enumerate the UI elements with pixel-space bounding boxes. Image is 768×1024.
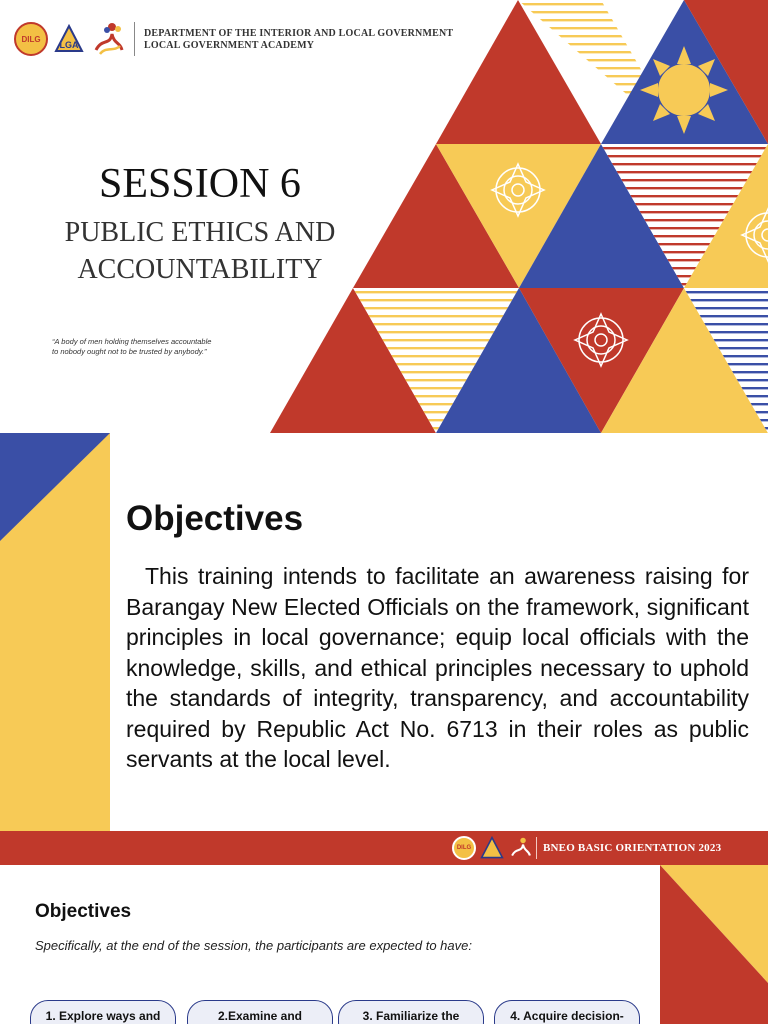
footer-logos <box>452 835 534 861</box>
quote-line-2: to nobody ought not to be trusted by anybody.” <box>52 347 207 356</box>
mascot-logo-icon <box>90 20 128 58</box>
sun-icon <box>640 46 728 134</box>
quote-line-1: “A body of men holding themselves accountable <box>52 337 212 346</box>
objective-pill-2: 2.Examine and <box>187 1000 333 1024</box>
dilg-seal-icon <box>14 22 48 56</box>
objectives-slide <box>0 433 768 831</box>
dilg-seal-text: DILG <box>21 34 41 44</box>
objectives-body-text: This training intends to facilitate an awareness raising for Barangay New Elected Officials on the framework, significant principles in local governance; equip local officials with the knowledge, skills, and ethical principles necessary to uphold the standards of integrity, transparency, and accountability required by Republic Act No. 6713 in their roles as public servants at the local level. <box>126 563 749 772</box>
objective-pill-4: 4. Acquire decision- <box>494 1000 640 1024</box>
subtitle-line-1: PUBLIC ETHICS AND <box>64 217 336 248</box>
specific-objectives-slide <box>0 865 768 1024</box>
session-title: SESSION 6 <box>99 161 301 207</box>
lga-logo-icon <box>480 836 504 860</box>
lga-logo-text: LGA <box>59 40 79 50</box>
subtitle-line-2: ACCOUNTABILITY <box>77 254 323 285</box>
lga-logo-icon <box>54 24 84 54</box>
header-logos <box>14 20 128 58</box>
header-divider <box>134 22 135 56</box>
footer-divider <box>536 837 537 859</box>
mascot-logo-icon <box>508 835 534 861</box>
side-accent-art <box>0 433 110 831</box>
specific-objectives-subtitle: Specifically, at the end of the session, the participants are expected to have: <box>35 938 472 953</box>
agency-line-1: DEPARTMENT OF THE INTERIOR AND LOCAL GOVERNMENT <box>144 28 454 39</box>
objective-pill-3: 3. Familiarize the <box>338 1000 484 1024</box>
objective-pill-1: 1. Explore ways and <box>30 1000 176 1024</box>
footer-bar <box>0 831 768 865</box>
triangle-pattern-art <box>270 0 768 433</box>
footer-label: BNEO BASIC ORIENTATION 2023 <box>543 842 722 854</box>
agency-line-2: LOCAL GOVERNMENT ACADEMY <box>144 40 315 51</box>
title-slide <box>0 0 768 433</box>
dilg-seal-icon <box>452 836 476 860</box>
objectives-title: Objectives <box>126 499 304 538</box>
objectives-body <box>126 561 749 775</box>
specific-objectives-title: Objectives <box>35 901 132 922</box>
footer-dilg-text: DILG <box>456 845 472 851</box>
corner-accent-art <box>660 865 768 1024</box>
